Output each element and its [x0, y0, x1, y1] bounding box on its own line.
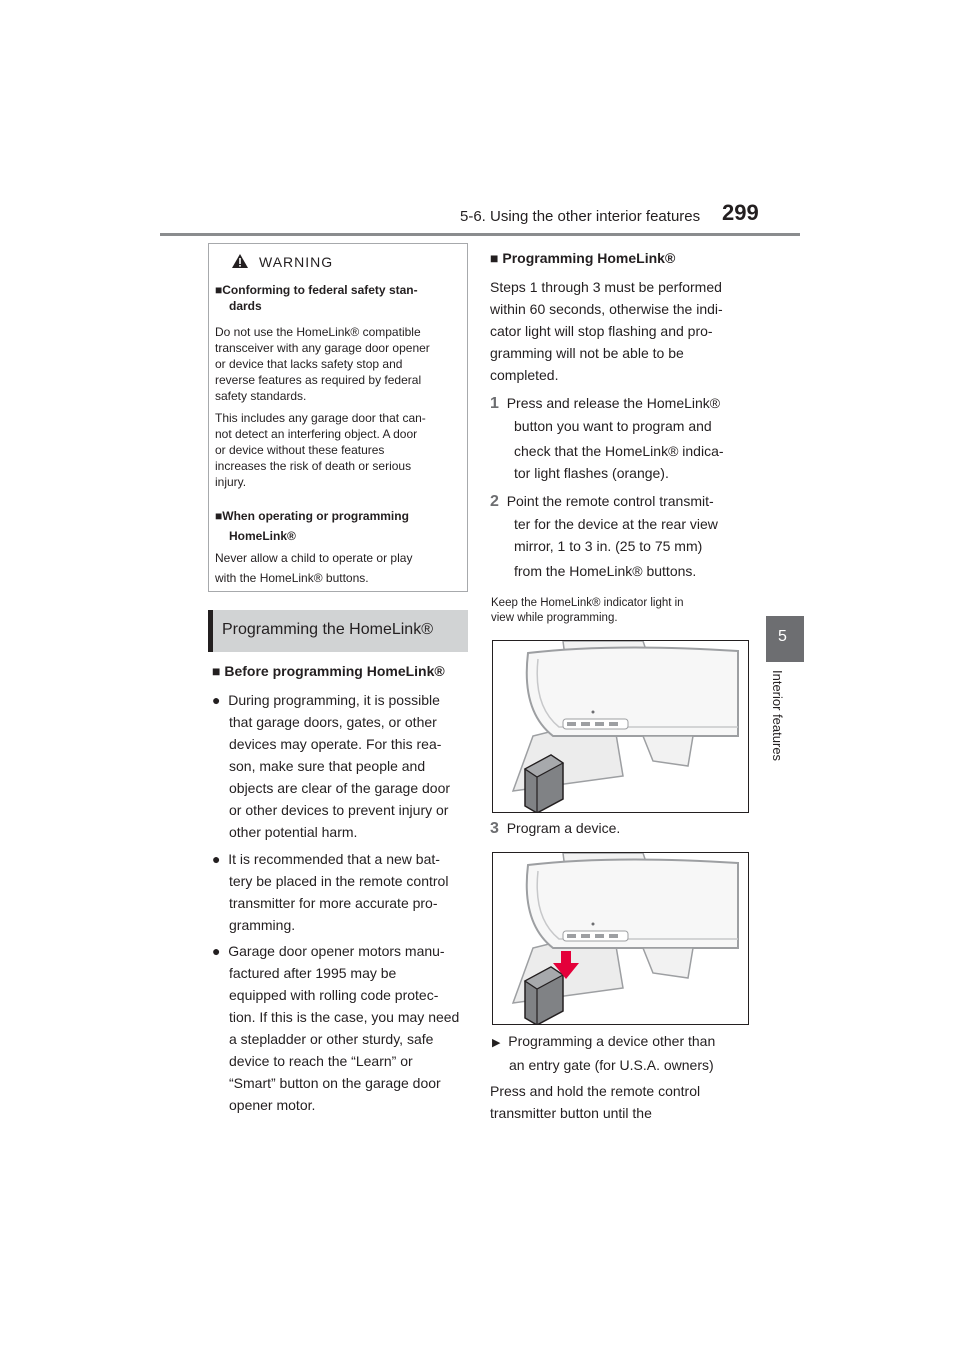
warning-box	[208, 243, 468, 592]
running-header-section: 5-6. Using the other interior features	[460, 208, 701, 225]
warning-subhead-2: ■When operating or programming HomeLink®	[215, 509, 409, 543]
step-3: 3 Program a device.	[490, 820, 621, 837]
bullet-dot-icon: ●	[212, 943, 221, 959]
warning-subhead-1: ■Conforming to federal safety stan- dards	[215, 283, 418, 313]
step-3-number: 3	[490, 820, 499, 837]
mirror-illustration-1	[492, 640, 749, 813]
right-subhead: ■ Programming HomeLink®	[490, 250, 676, 266]
warning-label: WARNING	[259, 254, 334, 270]
rear-view-mirror-button-press-illustration	[493, 853, 749, 1025]
arrow-item: ▶ Programming a device other than an entry gate (for U.S.A. owners)	[492, 1033, 716, 1073]
warning-header	[209, 244, 467, 276]
chapter-title: Interior features	[770, 670, 785, 762]
bullet-dot-icon: ●	[212, 851, 221, 867]
bullet-2: ● It is recommended that a new bat- tery be placed in the remote control transmitter for more accurate pro- gramming.	[212, 851, 449, 933]
header-rule	[160, 233, 800, 236]
rear-view-mirror-illustration	[493, 641, 749, 813]
left-subhead: ■ Before programming HomeLink®	[212, 663, 445, 679]
warning-paragraph-2: This includes any garage door that can- not detect an interfering object. A door or device without these features increases the risk of death or serious injury.	[215, 411, 426, 489]
final-paragraph: Press and hold the remote control transmitter button until the	[490, 1083, 701, 1121]
triangle-bullet-icon: ▶	[492, 1037, 501, 1049]
bullet-dot-icon: ●	[212, 692, 221, 708]
warning-paragraph-1: Do not use the HomeLink® compatible transceiver with any garage door opener or device that lacks safety stop and reverse features as required by federal safety standards.	[215, 325, 430, 403]
bullet-3: ● Garage door opener motors manu- factured after 1995 may be equipped with rolling code protec- tion. If this is the case, you may need a stepladder or other sturdy, safe device to reach the “Learn” or “Smart” button on the garage door opener motor.	[212, 943, 460, 1113]
warning-paragraph-3: Never allow a child to operate or play with the HomeLink® buttons.	[215, 551, 413, 585]
page-number: 299	[722, 200, 759, 225]
warning-triangle-icon	[231, 253, 249, 269]
chapter-number: 5	[778, 628, 787, 645]
step-2: 2 Point the remote control transmit- ter for the device at the rear view mirror, 1 to 3 in. (25 to 75 mm) from the HomeLink® buttons.	[490, 493, 718, 579]
mirror-illustration-2	[492, 852, 749, 1025]
bullet-1: ● During programming, it is possible that garage doors, gates, or other devices may operate. For this rea- son, make sure that people and objects are clear of the garage door or other devices to prevent injury or other potential harm.	[212, 692, 451, 840]
indicator-note: Keep the HomeLink® indicator light in view while programming.	[491, 597, 684, 624]
section-title: Programming the HomeLink®	[222, 621, 433, 638]
section-title-marker	[208, 610, 213, 652]
step-2-number: 2	[490, 493, 499, 510]
step-1: 1 Press and release the HomeLink® button you want to program and check that the HomeLink® indica- tor light flashes (orange).	[490, 395, 724, 481]
step-1-number: 1	[490, 395, 499, 412]
intro-paragraph: Steps 1 through 3 must be performed within 60 seconds, otherwise the indi- cator light will stop flashing and pro- gramming will not be able to be completed.	[490, 279, 723, 383]
